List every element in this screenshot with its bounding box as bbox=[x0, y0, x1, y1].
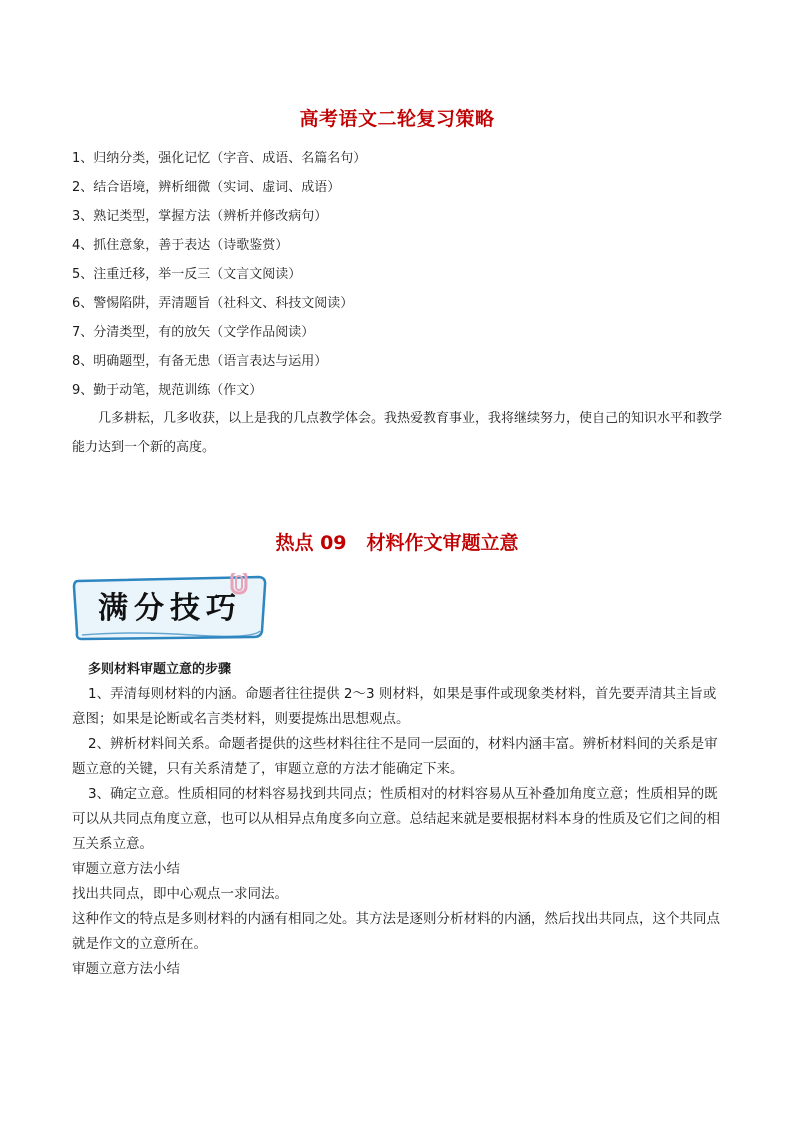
hotspot-number: 热点 09 bbox=[275, 532, 347, 554]
list-item: 8、明确题型，有备无患（语言表达与运用） bbox=[72, 354, 328, 369]
paragraph: 这种作文的特点是多则材料的内涵有相同之处。其方法是逐则分析材料的内涵，然后找出共同点，这个共同点就是作文的立意所在。 bbox=[72, 911, 720, 952]
list-item: 3、熟记类型，掌握方法（辨析并修改病句） bbox=[72, 209, 328, 224]
paragraph: 审题立意方法小结 bbox=[72, 861, 180, 877]
full-marks-badge bbox=[72, 573, 272, 643]
closing-paragraph: 几多耕耘，几多收获，以上是我的几点教学体会。我热爱教育事业，我将继续努力，使自己的知识水平和教学能力达到一个新的高度。 bbox=[72, 411, 723, 455]
steps-body bbox=[72, 682, 724, 982]
list-item: 7、分清类型，有的放矢（文学作品阅读） bbox=[72, 325, 315, 340]
strategy-list bbox=[72, 148, 366, 409]
paragraph: 2、辨析材料间关系。命题者提供的这些材料往往不是同一层面的，材料内涵丰富。辨析材料间的关系是审题立意的关键，只有关系清楚了，审题立意的方法才能确定下来。 bbox=[72, 736, 718, 777]
hotspot-title bbox=[0, 528, 794, 555]
steps-heading: 多则材料审题立意的步骤 bbox=[88, 662, 232, 677]
paragraph: 找出共同点，即中心观点一求同法。 bbox=[72, 886, 288, 902]
paragraph: 3、确定立意。性质相同的材料容易找到共同点；性质相对的材料容易从互补叠加角度立意；性质相异的既可以从共同点角度立意，也可以从相异点角度多向立意。总结起来就是要根据材料本身的性质及它们之间的相互关系立意。 bbox=[72, 786, 720, 852]
strategy-title: 高考语文二轮复习策略 bbox=[299, 108, 495, 130]
list-item: 5、注重迁移，举一反三（文言文阅读） bbox=[72, 267, 302, 282]
list-item: 2、结合语境，辨析细微（实词、虚词、成语） bbox=[72, 180, 341, 195]
badge-label: 满分技巧 bbox=[98, 591, 242, 626]
paragraph: 审题立意方法小结 bbox=[72, 961, 180, 977]
list-item: 6、警惕陷阱，弄清题旨（社科文、科技文阅读） bbox=[72, 296, 354, 311]
list-item: 9、勤于动笔，规范训练（作文） bbox=[72, 383, 263, 398]
paragraph: 1、弄清每则材料的内涵。命题者往往提供 2～3 则材料，如果是事件或现象类材料，首先要弄清其主旨或意图；如果是论断或名言类材料，则要提炼出思想观点。 bbox=[72, 686, 717, 727]
hotspot-topic: 材料作文审题立意 bbox=[366, 532, 519, 554]
list-item: 1、归纳分类，强化记忆（字音、成语、名篇名句） bbox=[72, 151, 367, 166]
list-item: 4、抓住意象，善于表达（诗歌鉴赏） bbox=[72, 238, 289, 253]
